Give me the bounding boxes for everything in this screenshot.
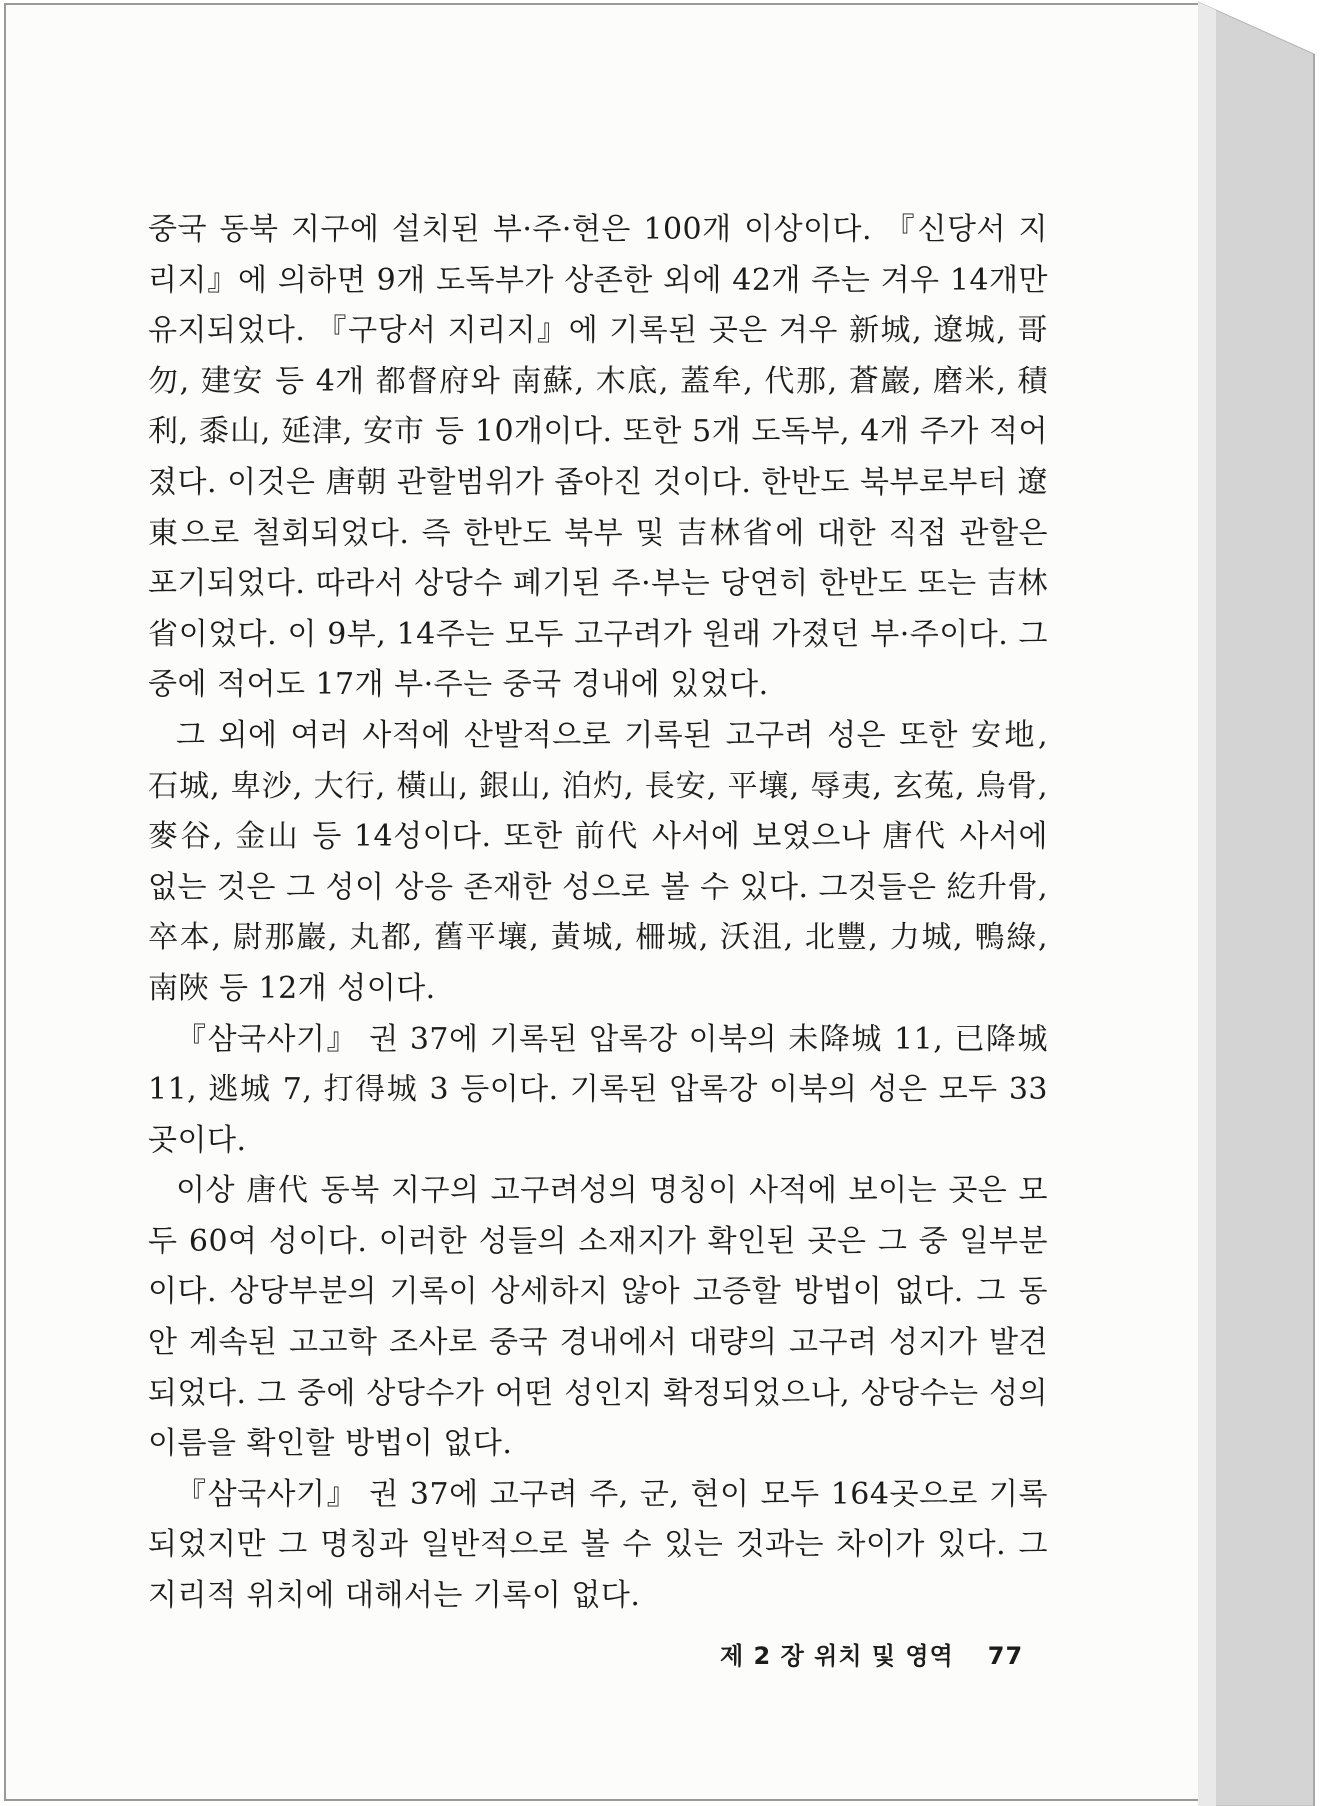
running-footer [720, 1636, 1023, 1671]
page-body [148, 205, 1048, 1622]
paragraph-1: 중국 동북 지구에 설치된 부·주·현은 100개 이상이다. 『신당서 지리지』에 의하면 9개 도독부가 상존한 외에 42개 주는 겨우 14개만 유지되었다. 『구당서 지리지』에 기록된 곳은 겨우 新城, 遼城, 哥勿, 建安 등 4개 都督府와 南蘇, 木底, 蓋牟, 代那, 蒼巖, 磨米, 積利, 黍山, 延津, 安市 등 10개이다. 또한 5개 도독부, 4개 주가 적어졌다. 이것은 唐朝 관할범위가 좁아진 것이다. 한반도 북부로부터 遼東으로 철회되었다. 즉 한반도 북부 및 吉林省에 대한 직접 관할은 포기되었다. 따라서 상당수 폐기된 주·부는 당연히 한반도 또는 吉林省이었다. 이 9부, 14주는 모두 고구려가 원래 가졌던 부·주이다. 그 중에 적어도 17개 부·주는 중국 경내에 있었다. [148, 212, 1048, 703]
page-number: 77 [987, 1642, 1024, 1670]
page-stack-highlight [1198, 2, 1216, 1806]
chapter-title: 제 2 장 위치 및 영역 [720, 1642, 954, 1670]
paragraph-2: 그 외에 여러 사적에 산발적으로 기록된 고구려 성은 또한 安地, 石城, 卑沙, 大行, 橫山, 銀山, 泊灼, 長安, 平壤, 辱夷, 玄菟, 烏骨, 麥谷, 金山 등 14성이다. 또한 前代 사서에 보였으나 唐代 사서에 없는 것은 그 성이 상응 존재한 성으로 볼 수 있다. 그것들은 紇升骨, 卒本, 尉那巖, 丸都, 舊平壤, 黃城, 柵城, 沃沮, 北豐, 力城, 鴨綠, 南陜 등 12개 성이다. [148, 717, 1049, 1006]
paragraph-3: 『삼국사기』 권 37에 기록된 압록강 이북의 未降城 11, 已降城 11, 逃城 7, 打得城 3 등이다. 기록된 압록강 이북의 성은 모두 33곳이다. [148, 1021, 1048, 1158]
book-page-edge [1198, 0, 1322, 1806]
paragraph-5: 『삼국사기』 권 37에 고구려 주, 군, 현이 모두 164곳으로 기록되었지만 그 명칭과 일반적으로 볼 수 있는 것과는 차이가 있다. 그 지리적 위치에 대해서는 기록이 없다. [148, 1476, 1048, 1614]
paragraph-4: 이상 唐代 동북 지구의 고구려성의 명칭이 사적에 보이는 곳은 모두 60여 성이다. 이러한 성들의 소재지가 확인된 곳은 그 중 일부분이다. 상당부분의 기록이 상세하지 않아 고증할 방법이 없다. 그 동안 계속된 고고학 조사로 중국 경내에서 대량의 고구려 성지가 발견되었다. 그 중에 상당수가 어떤 성인지 확정되었으나, 상당수는 성의 이름을 확인할 방법이 없다. [148, 1173, 1048, 1462]
